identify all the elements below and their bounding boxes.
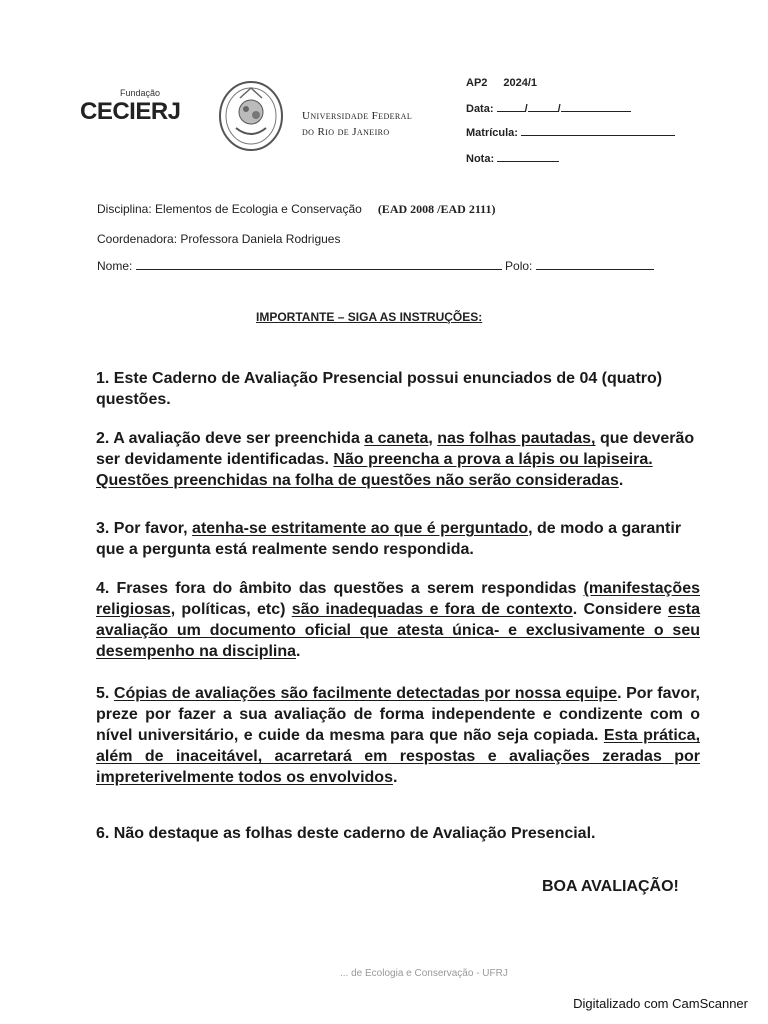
instruction-5-text: .: [392, 769, 398, 786]
polo-line[interactable]: [536, 258, 654, 270]
date-field[interactable]: [466, 100, 631, 115]
instruction-3-text: , de modo a garantir que a pergunta está realmente sendo respondida.: [96, 520, 682, 558]
date-sep-1: /: [524, 103, 528, 115]
cecierj-logo: CECIERJ: [80, 98, 181, 125]
university-line-1: Universidade Federal: [302, 110, 413, 122]
instruction-4-text: 4. Frases fora do âmbito das questões a serem respondidas: [96, 580, 584, 597]
instruction-2: [96, 428, 700, 491]
instruction-4-underline-context: são inadequadas e fora de contexto: [291, 601, 573, 618]
instruction-2-underline-pen: a caneta: [364, 430, 429, 447]
grade-label: Nota:: [466, 153, 495, 165]
closing-message: BOA AVALIAÇÃO!: [542, 878, 679, 895]
instruction-2-text: 2. A avaliação deve ser preenchida: [96, 430, 365, 447]
date-day-line[interactable]: [497, 100, 525, 112]
date-month-line[interactable]: [528, 100, 558, 112]
instruction-5-text: 5.: [96, 685, 114, 702]
instruction-4: [96, 578, 700, 662]
date-year-line[interactable]: [561, 100, 631, 112]
instruction-3: [96, 518, 700, 560]
instruction-4-text: . Considere: [572, 601, 668, 618]
instruction-5-underline-practice: Esta prática, além de inaceitável, acarretará em respostas e avaliações zeradas por impreterivelmente todos os envolvidos: [96, 727, 701, 786]
instruction-4-underline-religious: (manifestações religiosas: [96, 580, 700, 618]
name-polo-line[interactable]: [97, 258, 677, 273]
name-line[interactable]: [136, 258, 502, 270]
instruction-4-underline-official: esta avaliação um documento oficial que atesta única- e exclusivamente o seu desempenho na disciplina: [96, 601, 700, 660]
registration-label: Matrícula:: [466, 127, 518, 139]
exam-identifier: [466, 77, 537, 89]
instruction-2-text: ,: [428, 430, 438, 447]
grade-line[interactable]: [497, 150, 559, 162]
course-codes: (EAD 2008 /EAD 2111): [377, 202, 496, 216]
instruction-2-text: que deverão ser devidamente identificadas.: [96, 430, 695, 468]
instruction-3-underline: atenha-se estritamente ao que é perguntado: [192, 520, 529, 537]
date-sep-2: /: [557, 103, 561, 115]
discipline-line: [97, 202, 496, 217]
ufrj-seal-icon: [216, 78, 286, 154]
instruction-5-underline-copies: Cópias de avaliações são facilmente detectadas por nossa equipe: [113, 685, 618, 702]
instruction-2-underline-pencil: Não preencha a prova a lápis ou lapiseira. Questões preenchidas na folha de questões não serão consideradas: [96, 451, 653, 489]
camscanner-watermark: Digitalizado com CamScanner: [573, 996, 748, 1011]
instruction-5: [96, 683, 700, 788]
grade-field[interactable]: [466, 150, 559, 165]
instructions-heading: IMPORTANTE – SIGA AS INSTRUÇÕES:: [256, 310, 483, 324]
instruction-2-text: .: [618, 472, 624, 489]
registration-field[interactable]: [466, 124, 675, 139]
cecierj-foundation-label: Fundação: [120, 88, 161, 98]
instruction-5-text: . Por favor, preze por fazer a sua avaliação de forma independente e condizente com o nível universitário, e cuide da mesma para que não seja copiada.: [96, 685, 700, 744]
instruction-4-text: .: [296, 643, 301, 660]
registration-line[interactable]: [521, 124, 675, 136]
coordinator-line: Coordenadora: Professora Daniela Rodrigues: [97, 232, 341, 246]
instruction-2-underline-ruled: nas folhas pautadas,: [437, 430, 596, 447]
instruction-6: 6. Não destaque as folhas deste caderno de Avaliação Presencial.: [96, 825, 596, 842]
university-name: [302, 108, 412, 140]
university-line-2: do Rio de Janeiro: [302, 126, 390, 138]
instruction-4-text: , políticas, etc): [170, 601, 292, 618]
date-label: Data:: [466, 103, 494, 115]
instruction-3-text: 3. Por favor,: [96, 520, 193, 537]
polo-label: Polo:: [505, 259, 533, 273]
name-label: Nome:: [97, 259, 133, 273]
faded-footer-text: ... de Ecologia e Conservação - UFRJ: [340, 968, 508, 979]
exam-year: 2024/1: [503, 77, 538, 89]
instruction-1: 1. Este Caderno de Avaliação Presencial possui enunciados de 04 (quatro) questões.: [96, 370, 663, 408]
discipline-label: Disciplina: Elementos de Ecologia e Conservação: [97, 202, 362, 216]
exam-code: AP2: [466, 77, 488, 89]
